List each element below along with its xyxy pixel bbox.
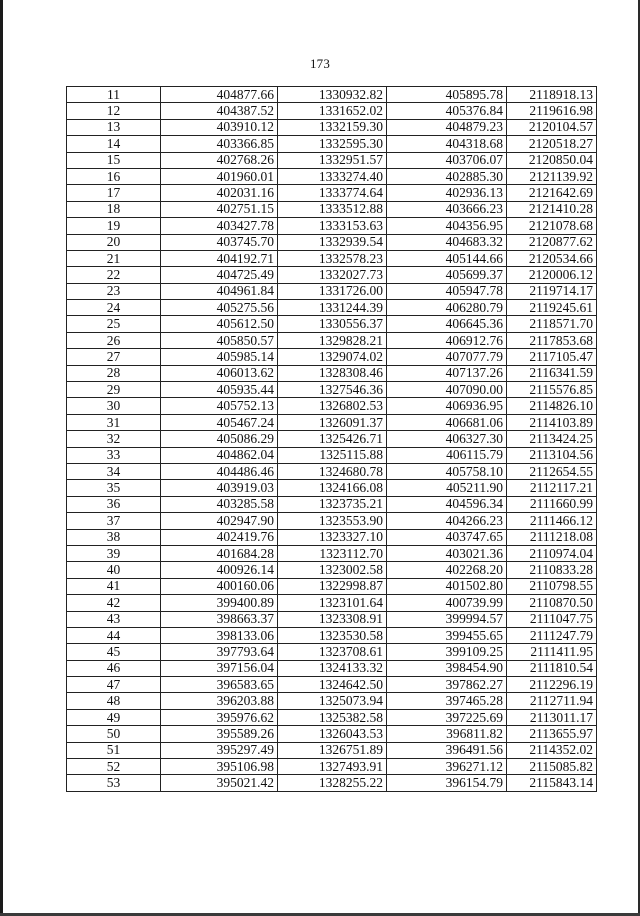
point-number-cell: 50 <box>67 726 161 742</box>
table-row <box>67 775 597 791</box>
coord-c-cell: 407137.26 <box>387 365 507 381</box>
coord-c-cell: 402936.13 <box>387 185 507 201</box>
point-number-cell: 47 <box>67 677 161 693</box>
point-number-cell: 14 <box>67 136 161 152</box>
coord-d-cell: 2111218.08 <box>507 529 597 545</box>
coord-c-cell: 404318.68 <box>387 136 507 152</box>
table-row <box>67 414 597 430</box>
table-row <box>67 677 597 693</box>
coord-c-cell: 404356.95 <box>387 218 507 234</box>
coord-c-cell: 399994.57 <box>387 611 507 627</box>
coord-b-cell: 1325073.94 <box>278 693 387 709</box>
coord-c-cell: 399455.65 <box>387 627 507 643</box>
point-number-cell: 28 <box>67 365 161 381</box>
table-row <box>67 578 597 594</box>
coord-a-cell: 404862.04 <box>161 447 278 463</box>
coord-c-cell: 405144.66 <box>387 250 507 266</box>
coord-a-cell: 404725.49 <box>161 267 278 283</box>
coord-b-cell: 1333274.40 <box>278 168 387 184</box>
coord-c-cell: 396491.56 <box>387 742 507 758</box>
coord-c-cell: 405376.84 <box>387 103 507 119</box>
coord-d-cell: 2120006.12 <box>507 267 597 283</box>
coord-c-cell: 405758.10 <box>387 463 507 479</box>
coord-a-cell: 404486.46 <box>161 463 278 479</box>
coord-d-cell: 2112654.55 <box>507 463 597 479</box>
table-row <box>67 152 597 168</box>
coord-d-cell: 2117853.68 <box>507 332 597 348</box>
coord-b-cell: 1323530.58 <box>278 627 387 643</box>
point-number-cell: 12 <box>67 103 161 119</box>
point-number-cell: 52 <box>67 759 161 775</box>
coord-a-cell: 402768.26 <box>161 152 278 168</box>
coord-c-cell: 400739.99 <box>387 595 507 611</box>
scan-edge-left <box>0 0 3 916</box>
coord-b-cell: 1327546.36 <box>278 382 387 398</box>
point-number-cell: 27 <box>67 349 161 365</box>
coord-b-cell: 1322998.87 <box>278 578 387 594</box>
coord-a-cell: 405985.14 <box>161 349 278 365</box>
coord-b-cell: 1333512.88 <box>278 201 387 217</box>
point-number-cell: 36 <box>67 496 161 512</box>
coord-d-cell: 2114352.02 <box>507 742 597 758</box>
coord-b-cell: 1331244.39 <box>278 300 387 316</box>
coord-d-cell: 2111466.12 <box>507 513 597 529</box>
coord-b-cell: 1331652.02 <box>278 103 387 119</box>
coord-d-cell: 2118571.70 <box>507 316 597 332</box>
coord-d-cell: 2110798.55 <box>507 578 597 594</box>
coord-d-cell: 2113104.56 <box>507 447 597 463</box>
coord-d-cell: 2111660.99 <box>507 496 597 512</box>
coord-d-cell: 2121642.69 <box>507 185 597 201</box>
coord-d-cell: 2113655.97 <box>507 726 597 742</box>
coord-a-cell: 400926.14 <box>161 562 278 578</box>
coord-c-cell: 401502.80 <box>387 578 507 594</box>
table-row <box>67 349 597 365</box>
coord-d-cell: 2111810.54 <box>507 660 597 676</box>
point-number-cell: 40 <box>67 562 161 578</box>
point-number-cell: 30 <box>67 398 161 414</box>
coord-c-cell: 406936.95 <box>387 398 507 414</box>
coord-b-cell: 1323112.70 <box>278 545 387 561</box>
table-row <box>67 709 597 725</box>
coord-b-cell: 1323735.21 <box>278 496 387 512</box>
point-number-cell: 33 <box>67 447 161 463</box>
coord-d-cell: 2114103.89 <box>507 414 597 430</box>
point-number-cell: 48 <box>67 693 161 709</box>
table-row <box>67 250 597 266</box>
coord-d-cell: 2111411.95 <box>507 644 597 660</box>
table-row <box>67 234 597 250</box>
coord-a-cell: 405935.44 <box>161 382 278 398</box>
coord-a-cell: 395297.49 <box>161 742 278 758</box>
coord-d-cell: 2121139.92 <box>507 168 597 184</box>
coord-a-cell: 403919.03 <box>161 480 278 496</box>
coord-d-cell: 2119616.98 <box>507 103 597 119</box>
coord-c-cell: 403021.36 <box>387 545 507 561</box>
coord-d-cell: 2112296.19 <box>507 677 597 693</box>
coord-b-cell: 1333153.63 <box>278 218 387 234</box>
coord-a-cell: 404961.84 <box>161 283 278 299</box>
coord-a-cell: 403427.78 <box>161 218 278 234</box>
table-row <box>67 332 597 348</box>
coord-c-cell: 396154.79 <box>387 775 507 791</box>
point-number-cell: 19 <box>67 218 161 234</box>
table-row <box>67 726 597 742</box>
coord-b-cell: 1331726.00 <box>278 283 387 299</box>
table-row <box>67 545 597 561</box>
coord-b-cell: 1332951.57 <box>278 152 387 168</box>
coord-c-cell: 404879.23 <box>387 119 507 135</box>
table-row <box>67 103 597 119</box>
coord-c-cell: 403747.65 <box>387 529 507 545</box>
point-number-cell: 53 <box>67 775 161 791</box>
point-number-cell: 49 <box>67 709 161 725</box>
coord-d-cell: 2115576.85 <box>507 382 597 398</box>
table-row <box>67 218 597 234</box>
coord-c-cell: 405895.78 <box>387 87 507 103</box>
coord-c-cell: 397225.69 <box>387 709 507 725</box>
coord-c-cell: 402268.20 <box>387 562 507 578</box>
point-number-cell: 35 <box>67 480 161 496</box>
coord-d-cell: 2120104.57 <box>507 119 597 135</box>
table-row <box>67 463 597 479</box>
coord-d-cell: 2121078.68 <box>507 218 597 234</box>
coord-a-cell: 405850.57 <box>161 332 278 348</box>
table-row <box>67 529 597 545</box>
coord-b-cell: 1330556.37 <box>278 316 387 332</box>
coord-c-cell: 406645.36 <box>387 316 507 332</box>
coord-a-cell: 399400.89 <box>161 595 278 611</box>
coord-c-cell: 407077.79 <box>387 349 507 365</box>
table-row <box>67 595 597 611</box>
coord-d-cell: 2111247.79 <box>507 627 597 643</box>
coord-d-cell: 2110833.28 <box>507 562 597 578</box>
coord-a-cell: 405086.29 <box>161 431 278 447</box>
coord-a-cell: 405612.50 <box>161 316 278 332</box>
coord-a-cell: 397793.64 <box>161 644 278 660</box>
coord-c-cell: 406327.30 <box>387 431 507 447</box>
coord-b-cell: 1332595.30 <box>278 136 387 152</box>
coord-a-cell: 403366.85 <box>161 136 278 152</box>
coord-d-cell: 2120518.27 <box>507 136 597 152</box>
coord-c-cell: 406912.76 <box>387 332 507 348</box>
table-row <box>67 627 597 643</box>
table-row <box>67 382 597 398</box>
point-number-cell: 25 <box>67 316 161 332</box>
table-row <box>67 316 597 332</box>
coord-a-cell: 403910.12 <box>161 119 278 135</box>
coord-d-cell: 2119245.61 <box>507 300 597 316</box>
table-row <box>67 447 597 463</box>
coord-b-cell: 1324680.78 <box>278 463 387 479</box>
coord-b-cell: 1332939.54 <box>278 234 387 250</box>
table-row <box>67 201 597 217</box>
coord-a-cell: 401684.28 <box>161 545 278 561</box>
point-number-cell: 51 <box>67 742 161 758</box>
coord-d-cell: 2111047.75 <box>507 611 597 627</box>
coord-c-cell: 406681.06 <box>387 414 507 430</box>
coord-d-cell: 2113011.17 <box>507 709 597 725</box>
coord-a-cell: 395589.26 <box>161 726 278 742</box>
coord-b-cell: 1323553.90 <box>278 513 387 529</box>
coord-d-cell: 2110870.50 <box>507 595 597 611</box>
coord-d-cell: 2121410.28 <box>507 201 597 217</box>
coord-b-cell: 1324642.50 <box>278 677 387 693</box>
coord-b-cell: 1330932.82 <box>278 87 387 103</box>
point-number-cell: 18 <box>67 201 161 217</box>
coord-d-cell: 2112117.21 <box>507 480 597 496</box>
point-number-cell: 20 <box>67 234 161 250</box>
coord-d-cell: 2116341.59 <box>507 365 597 381</box>
coord-b-cell: 1326802.53 <box>278 398 387 414</box>
coord-a-cell: 398133.06 <box>161 627 278 643</box>
coord-a-cell: 403285.58 <box>161 496 278 512</box>
coord-c-cell: 405699.37 <box>387 267 507 283</box>
coord-c-cell: 403666.23 <box>387 201 507 217</box>
coord-c-cell: 405947.78 <box>387 283 507 299</box>
coord-d-cell: 2112711.94 <box>507 693 597 709</box>
point-number-cell: 46 <box>67 660 161 676</box>
coord-b-cell: 1325115.88 <box>278 447 387 463</box>
coord-d-cell: 2115843.14 <box>507 775 597 791</box>
point-number-cell: 38 <box>67 529 161 545</box>
point-number-cell: 26 <box>67 332 161 348</box>
coord-d-cell: 2113424.25 <box>507 431 597 447</box>
coord-c-cell: 407090.00 <box>387 382 507 398</box>
coord-a-cell: 404192.71 <box>161 250 278 266</box>
coord-a-cell: 403745.70 <box>161 234 278 250</box>
table-row <box>67 300 597 316</box>
point-number-cell: 15 <box>67 152 161 168</box>
coord-b-cell: 1332027.73 <box>278 267 387 283</box>
coord-b-cell: 1332159.30 <box>278 119 387 135</box>
coord-c-cell: 397862.27 <box>387 677 507 693</box>
table-row <box>67 562 597 578</box>
coord-b-cell: 1329828.21 <box>278 332 387 348</box>
table-row <box>67 742 597 758</box>
coord-b-cell: 1332578.23 <box>278 250 387 266</box>
table-row <box>67 267 597 283</box>
coord-c-cell: 406280.79 <box>387 300 507 316</box>
coord-a-cell: 406013.62 <box>161 365 278 381</box>
table-row <box>67 660 597 676</box>
coord-a-cell: 400160.06 <box>161 578 278 594</box>
coord-d-cell: 2119714.17 <box>507 283 597 299</box>
table-row <box>67 480 597 496</box>
coord-c-cell: 405211.90 <box>387 480 507 496</box>
point-number-cell: 22 <box>67 267 161 283</box>
point-number-cell: 13 <box>67 119 161 135</box>
table-row <box>67 185 597 201</box>
point-number-cell: 43 <box>67 611 161 627</box>
coord-a-cell: 405752.13 <box>161 398 278 414</box>
coord-c-cell: 397465.28 <box>387 693 507 709</box>
point-number-cell: 44 <box>67 627 161 643</box>
coord-d-cell: 2120534.66 <box>507 250 597 266</box>
point-number-cell: 29 <box>67 382 161 398</box>
coord-a-cell: 402031.16 <box>161 185 278 201</box>
point-number-cell: 16 <box>67 168 161 184</box>
coordinate-table <box>66 86 597 792</box>
coord-b-cell: 1329074.02 <box>278 349 387 365</box>
coord-b-cell: 1326091.37 <box>278 414 387 430</box>
page-number: 173 <box>309 56 331 71</box>
coord-a-cell: 405467.24 <box>161 414 278 430</box>
table-row <box>67 136 597 152</box>
coord-a-cell: 402751.15 <box>161 201 278 217</box>
coord-a-cell: 404877.66 <box>161 87 278 103</box>
point-number-cell: 23 <box>67 283 161 299</box>
point-number-cell: 34 <box>67 463 161 479</box>
coord-c-cell: 402885.30 <box>387 168 507 184</box>
coord-c-cell: 396271.12 <box>387 759 507 775</box>
coord-b-cell: 1333774.64 <box>278 185 387 201</box>
coord-a-cell: 395976.62 <box>161 709 278 725</box>
coord-a-cell: 405275.56 <box>161 300 278 316</box>
coord-b-cell: 1326043.53 <box>278 726 387 742</box>
coord-a-cell: 395106.98 <box>161 759 278 775</box>
coord-a-cell: 401960.01 <box>161 168 278 184</box>
coord-b-cell: 1328308.46 <box>278 365 387 381</box>
coord-a-cell: 402419.76 <box>161 529 278 545</box>
coord-c-cell: 399109.25 <box>387 644 507 660</box>
coord-c-cell: 396811.82 <box>387 726 507 742</box>
coord-d-cell: 2120877.62 <box>507 234 597 250</box>
table-row <box>67 759 597 775</box>
table-row <box>67 693 597 709</box>
table-row <box>67 644 597 660</box>
coord-d-cell: 2117105.47 <box>507 349 597 365</box>
coord-c-cell: 398454.90 <box>387 660 507 676</box>
point-number-cell: 32 <box>67 431 161 447</box>
coord-b-cell: 1323002.58 <box>278 562 387 578</box>
coord-a-cell: 396583.65 <box>161 677 278 693</box>
point-number-cell: 37 <box>67 513 161 529</box>
point-number-cell: 42 <box>67 595 161 611</box>
table-row <box>67 87 597 103</box>
coordinate-table-body <box>67 87 597 792</box>
coord-d-cell: 2115085.82 <box>507 759 597 775</box>
table-row <box>67 119 597 135</box>
table-row <box>67 283 597 299</box>
coord-d-cell: 2120850.04 <box>507 152 597 168</box>
coord-c-cell: 406115.79 <box>387 447 507 463</box>
coord-b-cell: 1323308.91 <box>278 611 387 627</box>
coord-b-cell: 1325426.71 <box>278 431 387 447</box>
coord-b-cell: 1328255.22 <box>278 775 387 791</box>
coord-a-cell: 398663.37 <box>161 611 278 627</box>
table-row <box>67 431 597 447</box>
coord-d-cell: 2114826.10 <box>507 398 597 414</box>
coord-c-cell: 404596.34 <box>387 496 507 512</box>
coord-b-cell: 1323708.61 <box>278 644 387 660</box>
coord-c-cell: 404266.23 <box>387 513 507 529</box>
point-number-cell: 31 <box>67 414 161 430</box>
coord-a-cell: 396203.88 <box>161 693 278 709</box>
point-number-cell: 39 <box>67 545 161 561</box>
coord-a-cell: 404387.52 <box>161 103 278 119</box>
table-row <box>67 398 597 414</box>
coord-b-cell: 1323327.10 <box>278 529 387 545</box>
coord-b-cell: 1326751.89 <box>278 742 387 758</box>
point-number-cell: 17 <box>67 185 161 201</box>
coord-b-cell: 1325382.58 <box>278 709 387 725</box>
coord-a-cell: 397156.04 <box>161 660 278 676</box>
point-number-cell: 11 <box>67 87 161 103</box>
coord-c-cell: 403706.07 <box>387 152 507 168</box>
table-row <box>67 611 597 627</box>
coord-c-cell: 404683.32 <box>387 234 507 250</box>
table-row <box>67 365 597 381</box>
point-number-cell: 21 <box>67 250 161 266</box>
point-number-cell: 41 <box>67 578 161 594</box>
table-row <box>67 496 597 512</box>
table-row <box>67 168 597 184</box>
coord-d-cell: 2118918.13 <box>507 87 597 103</box>
coord-b-cell: 1324133.32 <box>278 660 387 676</box>
coord-a-cell: 395021.42 <box>161 775 278 791</box>
coord-b-cell: 1327493.91 <box>278 759 387 775</box>
point-number-cell: 24 <box>67 300 161 316</box>
table-row <box>67 513 597 529</box>
coord-a-cell: 402947.90 <box>161 513 278 529</box>
coord-b-cell: 1324166.08 <box>278 480 387 496</box>
coord-b-cell: 1323101.64 <box>278 595 387 611</box>
point-number-cell: 45 <box>67 644 161 660</box>
coord-d-cell: 2110974.04 <box>507 545 597 561</box>
